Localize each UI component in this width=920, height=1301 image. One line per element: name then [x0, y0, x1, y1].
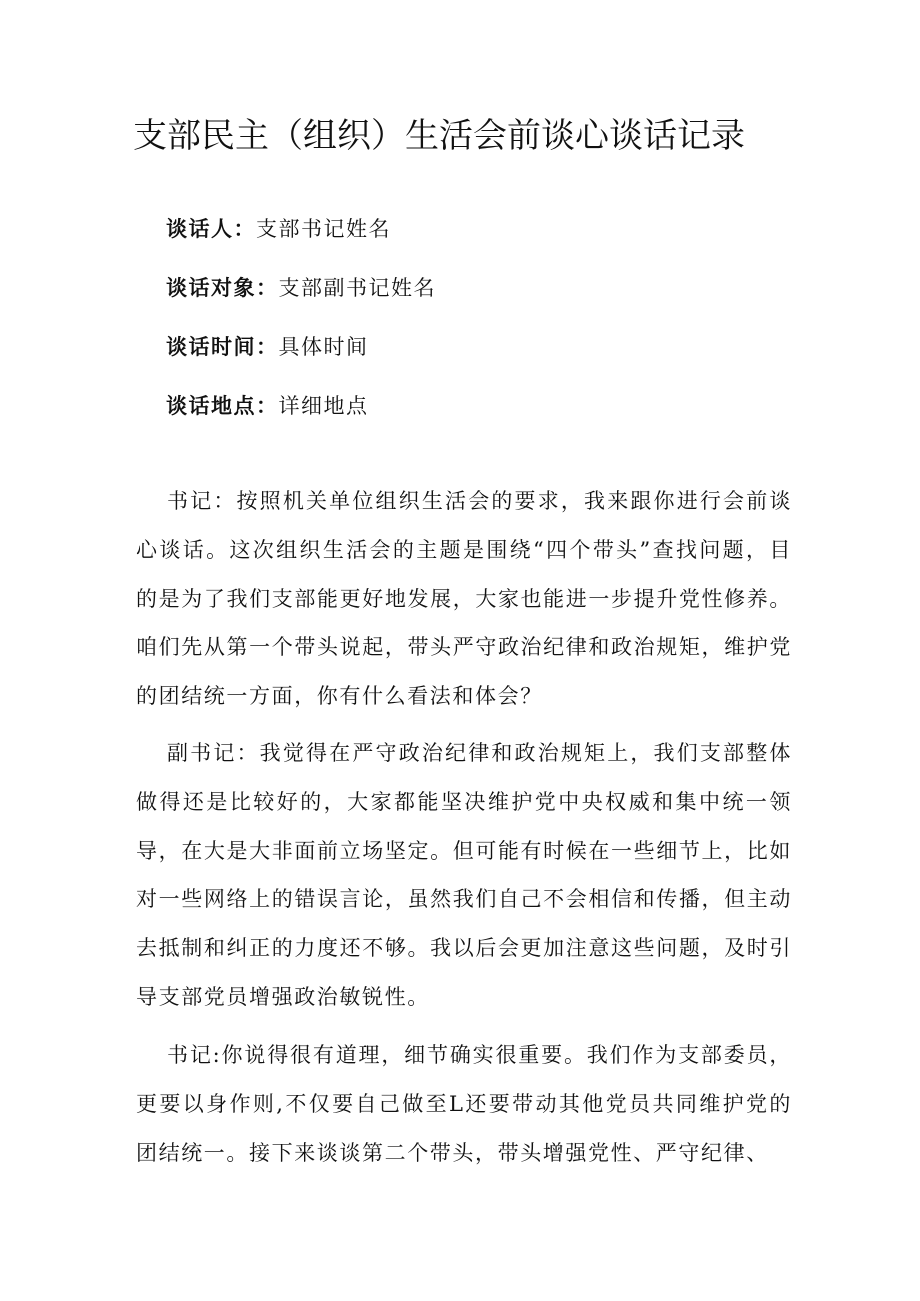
meta-speaker-value: 支部书记姓名: [256, 217, 391, 241]
meta-time-value: 具体时间: [278, 335, 369, 359]
meta-speaker: [166, 214, 391, 244]
meta-interviewee: [166, 273, 436, 303]
paragraph-secretary-2: 书记:你说得很有道理，细节确实很重要。我们作为支部委员，更要以身作则,不仅要自己做至L还要带动其他党员共同维护党的团结统一。接下来谈谈第二个带头，带头增强党性、严守纪律、: [136, 1043, 792, 1165]
meta-interviewee-value: 支部副书记姓名: [278, 276, 436, 300]
paragraph-secretary-1: 书记：按照机关单位组织生活会的要求，我来跟你进行会前谈心谈话。这次组织生活会的主题是围绕“四个带头”查找问题，目的是为了我们支部能更好地发展，大家也能进一步提升党性修养。咱们先从第一个带头说起，带头严守政治纪律和政治规矩，维护党的团结统一方面，你有什么看法和体会？: [136, 489, 792, 709]
meta-location-label: 谈话地点：: [166, 394, 279, 418]
meta-time: [166, 332, 369, 362]
meta-interviewee-label: 谈话对象：: [166, 276, 279, 300]
document-title: 支部民主（组织）生活会前谈心谈话记录: [133, 116, 745, 156]
meta-time-label: 谈话时间：: [166, 335, 279, 359]
paragraph-deputy-secretary-1: 副书记：我觉得在严守政治纪律和政治规矩上，我们支部整体做得还是比较好的，大家都能坚决维护党中央权威和集中统一领导，在大是大非面前立场坚定。但可能有时候在一些细节上，比如对一些网络上的错误言论，虽然我们自己不会相信和传播，但主动去抵制和纠正的力度还不够。我以后会更加注意这些问题，及时引导支部党员增强政治敏锐性。: [136, 741, 792, 1009]
meta-location-value: 详细地点: [278, 394, 369, 418]
meta-speaker-label: 谈话人：: [166, 217, 256, 241]
meta-location: [166, 391, 369, 421]
